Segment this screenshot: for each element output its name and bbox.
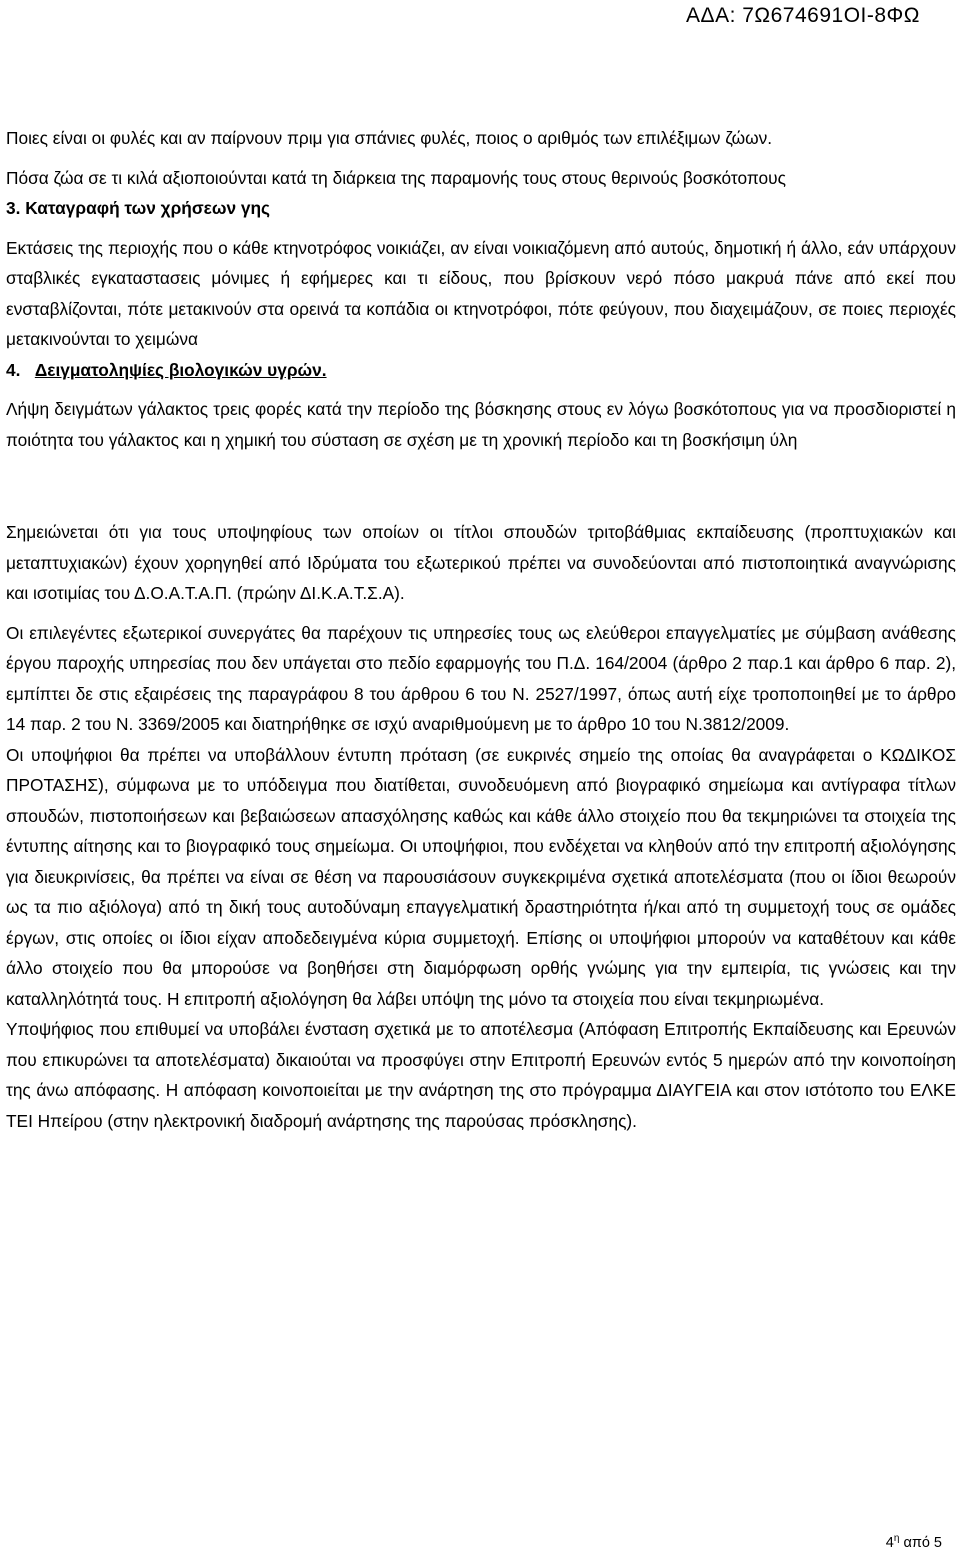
ada-code: ΑΔΑ: 7Ω674691ΟΙ-8ΦΩ [686, 4, 920, 27]
paragraph-animals: Πόσα ζώα σε τι κιλά αξιοποιούνται κατά τη διάρκεια της παραμονής τους στους θερινούς βοσκότοπους [6, 167, 786, 188]
paragraph-foreign-degrees: Σημειώνεται ότι για τους υποψηφίους των οποίων οι τίτλοι σπουδών τριτοβάθμιας εκπαίδευσης (προπτυχιακών και μεταπτυχιακών) έχουν χορηγηθεί από Ιδρύματα του εξωτερικού πρέπει να συνοδεύονται από πιστοποιητικά αναγνώρισης και ισοτιμίας του Δ.Ο.Α.Τ.Α.Π. (πρώην ΔΙ.Κ.Α.Τ.Σ.Α). [6, 522, 956, 603]
section-4-heading [6, 355, 956, 386]
document-body [6, 123, 956, 1136]
paragraph-breeds: Ποιες είναι οι φυλές και αν παίρνουν πριμ για σπάνιες φυλές, ποιος ο αριθμός των επιλέξιμων ζώων. [6, 128, 773, 148]
paragraph-land-use: Εκτάσεις της περιοχής που ο κάθε κτηνοτρόφος νοικιάζει, αν είναι νοικιαζόμενη από αυτούς, δημοτική ή άλλο, εάν υπάρχουν σταβλικές εγκαταστασεις μόνιμες ή εφήμερες και τι είδους, που βρίσκουν νερό πόσο μακρυά πάνε από εκεί που ενσταβλίζονται, πότε μετακινούν στα ορεινά τα κοπάδια οι κτηνοτρόφοι, πότε φεύγουν, που διαχειμάζουν, σε ποιες περιοχές μετακινούνται το χειμώνα [6, 237, 956, 349]
page-number: $4^\eta$ από 5 [885, 1533, 942, 1551]
paragraph-objection: Υποψήφιος που επιθυμεί να υποβάλει ένσταση σχετικά με το αποτέλεσμα (Απόφαση Επιτροπής Εκπαίδευσης και Ερευνών που επικυρώνει τα αποτελέσματα) δικαιούται να προσφύγει στην Επιτροπή Ερευνών εντός 5 ημερών από την κοινοποίηση της άνω απόφασης. Η απόφαση κοινοποιείται με την ανάρτηση της στο πρόγραμμα ΔΙΑΥΓΕΙΑ και στον ιστότοπο του ΕΛΚΕ ΤΕΙ Ηπείρου (στην ηλεκτρονική διαδρομή ανάρτησης της παρούσας πρόσκλησης). [6, 1019, 956, 1131]
section-3-heading: 3. Καταγραφή των χρήσεων γης [6, 198, 271, 218]
section-4-title: Δειγματοληψίες βιολογικών υγρών. [34, 359, 327, 380]
paragraph-application: Οι υποψήφιοι θα πρέπει να υποβάλλουν έντυπη πρόταση (σε ευκρινές σημείο της οποίας θα αναγράφεται ο ΚΩΔΙΚΟΣ ΠΡΟΤΑΣΗΣ), σύμφωνα με το υπόδειγμα που διατίθεται, συνοδευόμενη από βιογραφικό σημείωμα και αντίγραφα τίτλων σπουδών, πιστοποιήσεων και βεβαιώσεων απασχόλησης καθώς και κάθε άλλο στοιχείο που θα τεκμηριώνει τα στοιχεία της έντυπης αίτησης και το βιογραφικό τους σημείωμα. Οι υποψήφιοι, που ενδέχεται να κληθούν από την επιτροπή αξιολόγησης για διευκρινίσεις, θα πρέπει να είναι σε θέση να παρουσιάσουν συγκεκριμένα σχετικά αποτελέσματα (που οι ίδιοι θεωρούν ως τα πιο αξιόλογα) από τη δική τους αυτοδύναμη επαγγελματική δραστηριότητα ή/και από τη συμμετοχή τους σε ομάδες έργων, στις οποίες οι ίδιοι είχαν αποδεδειγμένα κύρια συμμετοχή. Επίσης οι υποψήφιοι μπορούν να καταθέτουν και κάθε άλλο στοιχείο που θα μπορούσε να βοηθήσει στη διαμόρφωση ορθής γνώμης για την εμπειρία, τις γνώσεις και την καταλληλότητά τους. Η επιτροπή αξιολόγηση θα λάβει υπόψη της μόνο τα στοιχεία που είναι τεκμηριωμένα. [6, 744, 956, 1009]
paragraph-external-partners: Οι επιλεγέντες εξωτερικοί συνεργάτες θα παρέχουν τις υπηρεσίες τους ως ελεύθεροι επαγγελματίες με σύμβαση ανάθεσης έργου παροχής υπηρεσίας που δεν υπάγεται στο πεδίο εφαρμογής του Π.Δ. 164/2004 (άρθρο 2 παρ.1 και άρθρο 6 παρ. 2), εμπίπτει δε στις εξαιρέσεις της παραγράφου 8 του άρθρου 6 του Ν. 2527/1997, όπως αυτή είχε τροποποιηθεί με το άρθρο 14 παρ. 2 του Ν. 3369/2005 και διατηρήθηκε σε ισχύ αναριθμούμενη με το άρθρο 10 του Ν.3812/2009. [6, 622, 956, 734]
paragraph-milk-samples: Λήψη δειγμάτων γάλακτος τρεις φορές κατά την περίοδο της βόσκησης στους εν λόγω βοσκότοπους για να προσδιοριστεί η ποιότητα του γάλακτος και η χημική του σύσταση σε σχέση με τη χρονική περίοδο και τη βοσκήσιμη ύλη [6, 399, 956, 450]
section-4-number: 4. [6, 359, 21, 380]
